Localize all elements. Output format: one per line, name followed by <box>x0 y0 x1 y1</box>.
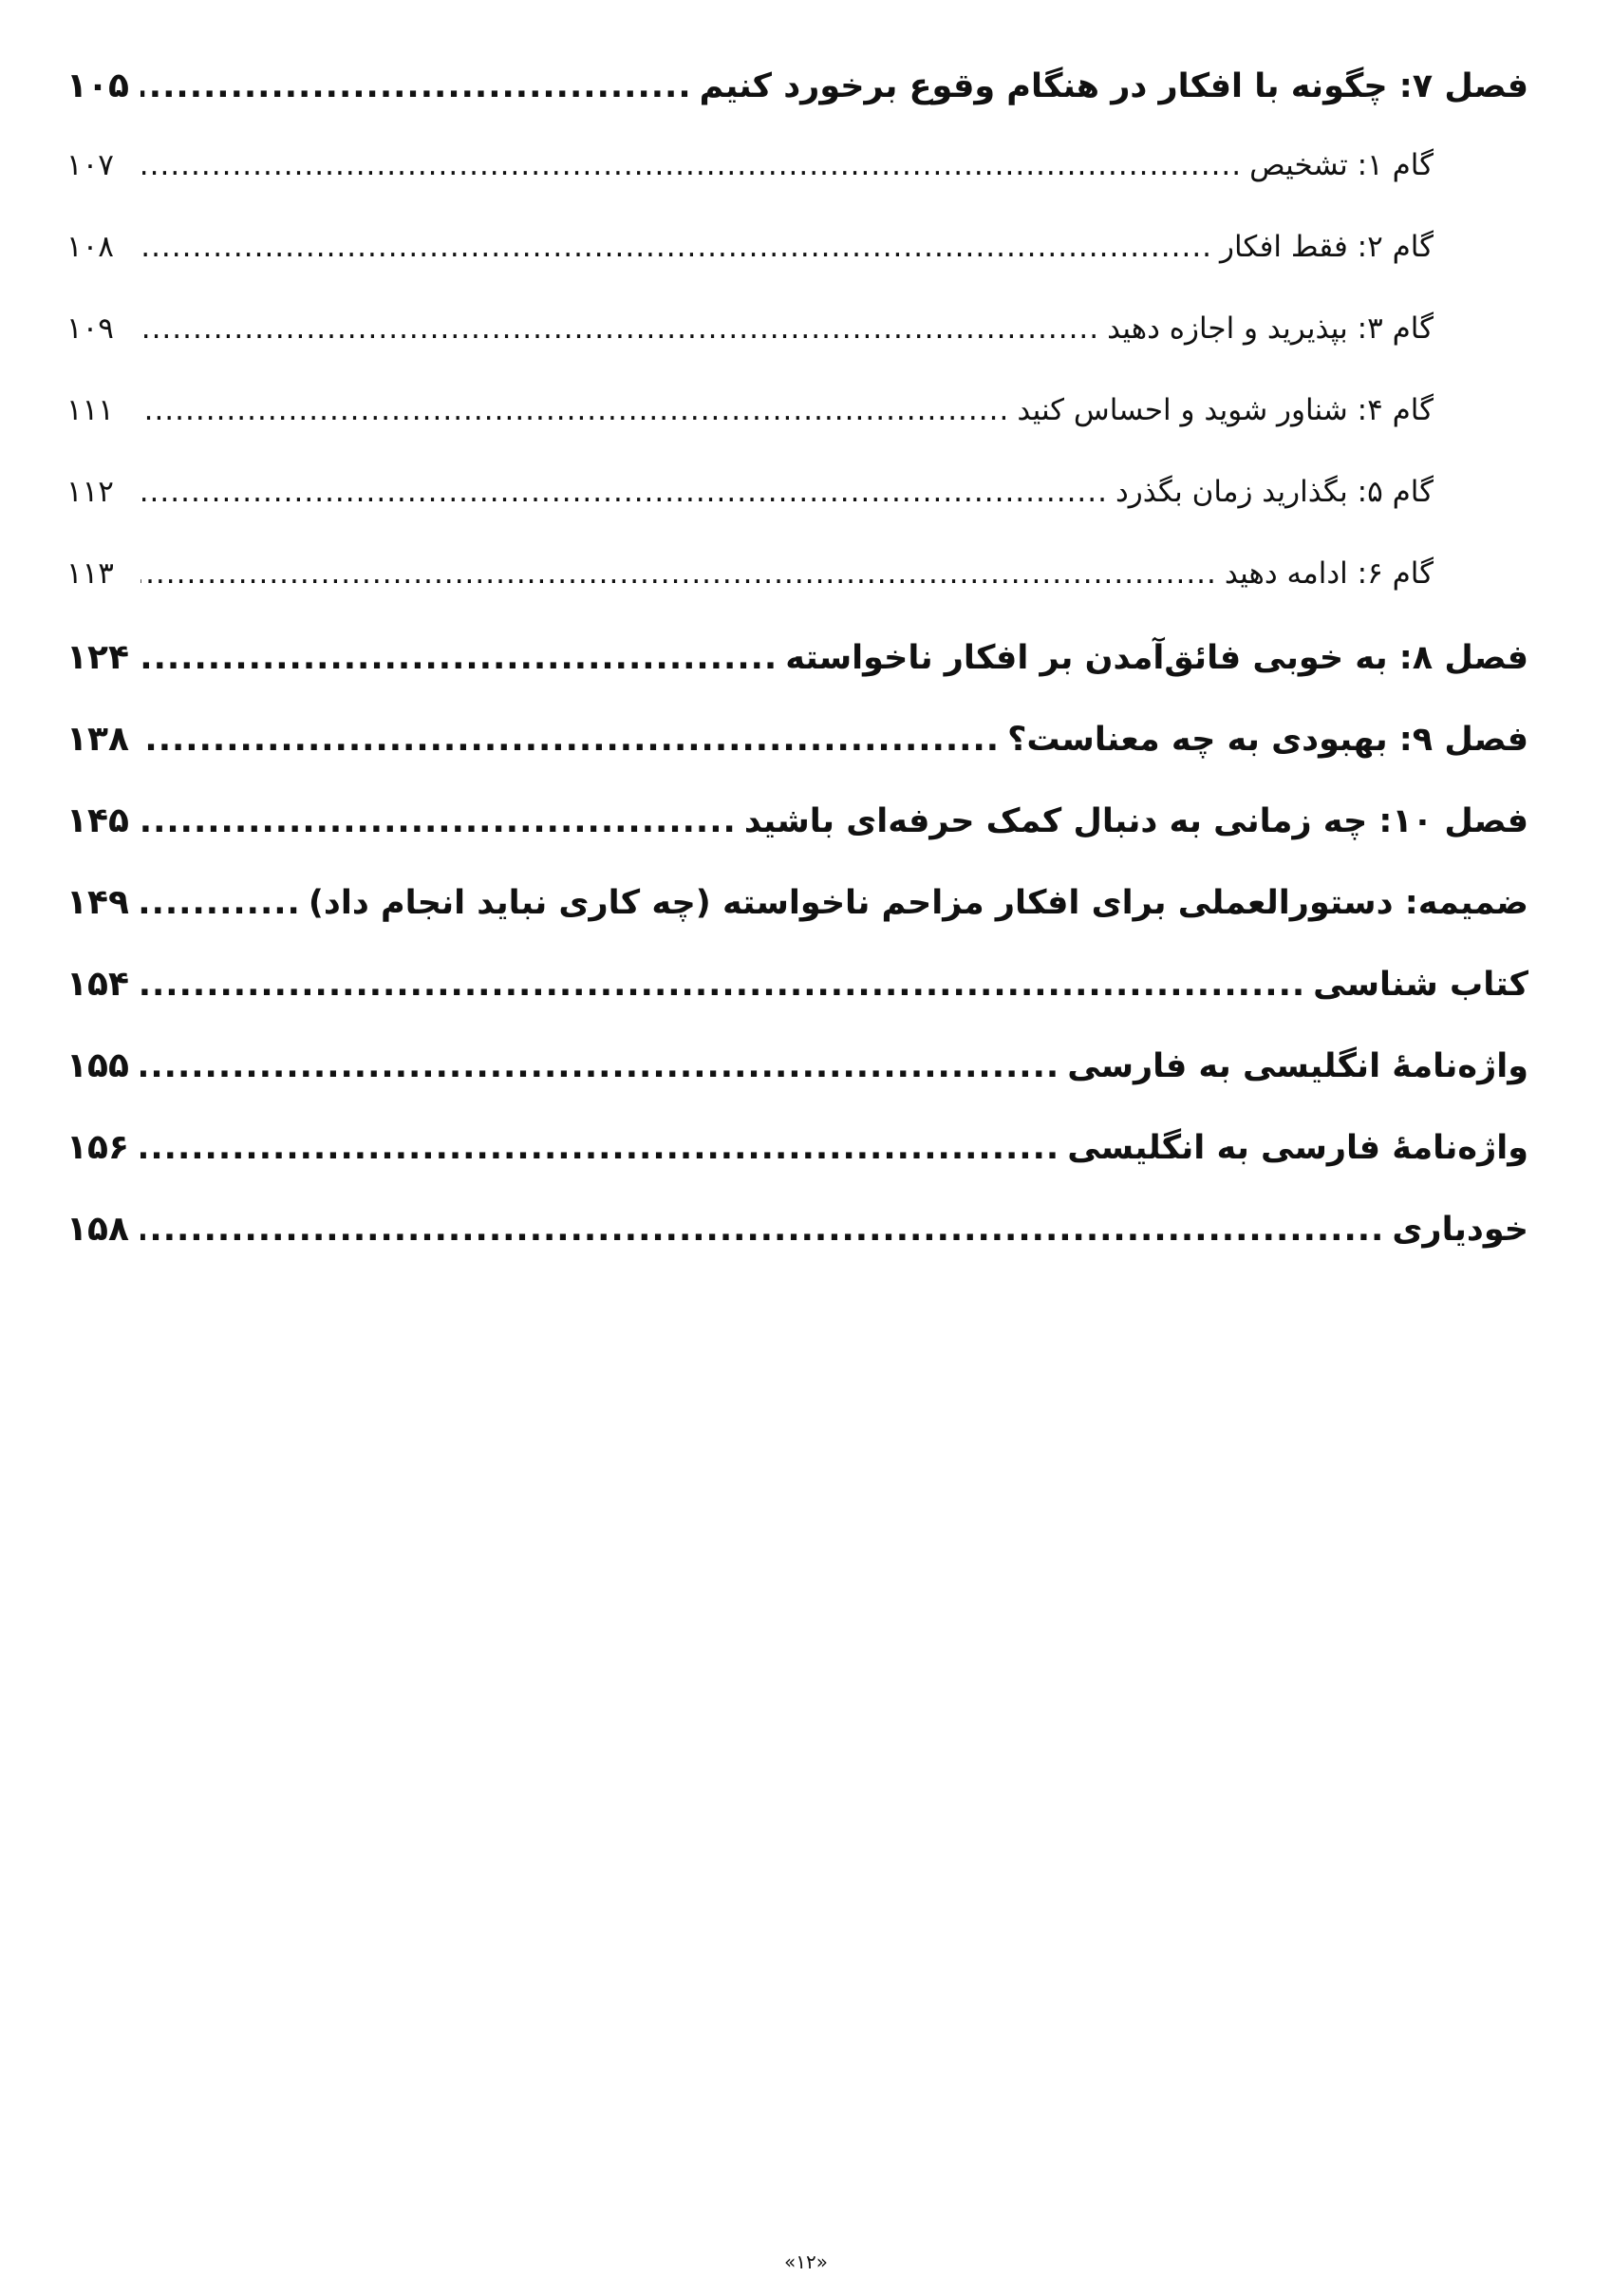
toc-entry-step-3 <box>66 311 1528 393</box>
toc-entry-page: ۱۰۸ <box>66 230 114 264</box>
page-number: «۱۲» <box>784 2250 828 2273</box>
dot-leader <box>141 966 1305 1004</box>
toc-entry-page: ۱۲۴ <box>66 638 129 677</box>
toc-entry-title: گام ۴: شناور شوید و احساس کنید <box>1017 393 1434 427</box>
toc-entry-title: گام ۲: فقط افکار <box>1220 230 1434 264</box>
toc-entry-title: فصل ۹: بهبودی به چه معناست؟ <box>1007 721 1528 759</box>
toc-entry-title: گام ۶: ادامه دهید <box>1224 556 1434 591</box>
dot-leader <box>141 556 1217 591</box>
dot-leader <box>141 721 1000 759</box>
table-of-contents <box>66 66 1528 1291</box>
toc-entry-title: ضمیمه: دستورالعملی برای افکار مزاحم ناخواسته (چه کاری نباید انجام داد) <box>308 884 1528 922</box>
dot-leader <box>141 802 737 840</box>
toc-entry-page: ۱۱۲ <box>66 475 114 509</box>
toc-entry-title: فصل ۱۰: چه زمانی به دنبال کمک حرفه‌ای باشید <box>743 802 1528 840</box>
toc-entry-page: ۱۰۷ <box>66 148 114 182</box>
toc-entry-step-6 <box>66 556 1528 638</box>
dot-leader <box>141 393 1009 427</box>
toc-entry-page: ۱۰۹ <box>66 311 114 346</box>
dot-leader <box>141 230 1212 264</box>
toc-entry-chapter-7 <box>66 66 1528 148</box>
toc-entry-title: واژه‌نامهٔ انگلیسی به فارسی <box>1067 1047 1528 1085</box>
toc-entry-title: کتاب شناسی <box>1313 966 1528 1004</box>
toc-entry-appendix <box>66 883 1528 965</box>
dot-leader <box>141 1129 1059 1167</box>
dot-leader <box>141 67 692 105</box>
toc-entry-title: گام ۱: تشخیص <box>1249 148 1434 182</box>
toc-entry-page: ۱۱۳ <box>66 556 114 591</box>
dot-leader <box>141 475 1108 509</box>
toc-entry-page: ۱۴۵ <box>66 801 129 840</box>
toc-entry-page: ۱۵۸ <box>66 1210 129 1249</box>
dot-leader <box>141 1047 1059 1085</box>
toc-entry-chapter-9 <box>66 720 1528 801</box>
toc-entry-page: ۱۰۵ <box>66 66 129 105</box>
toc-entry-title: فصل ۸: به خوبی فائق‌آمدن بر افکار ناخواسته <box>785 639 1528 677</box>
dot-leader <box>141 884 301 922</box>
toc-entry-title: گام ۳: بپذیرید و اجازه دهید <box>1107 311 1434 346</box>
toc-entry-page: ۱۴۹ <box>66 883 129 922</box>
toc-entry-page: ۱۳۸ <box>66 720 129 759</box>
dot-leader <box>141 639 778 677</box>
toc-entry-bibliography <box>66 965 1528 1046</box>
toc-entry-title: واژه‌نامهٔ فارسی به انگلیسی <box>1067 1129 1528 1167</box>
toc-entry-chapter-8 <box>66 638 1528 720</box>
toc-entry-page: ۱۱۱ <box>66 393 114 427</box>
toc-entry-title: فصل ۷: چگونه با افکار در هنگام وقوع برخورد کنیم <box>699 67 1528 105</box>
dot-leader <box>141 148 1242 182</box>
toc-entry-chapter-10 <box>66 801 1528 883</box>
toc-entry-step-2 <box>66 230 1528 311</box>
toc-entry-step-1 <box>66 148 1528 230</box>
toc-entry-step-5 <box>66 475 1528 556</box>
toc-entry-page: ۱۵۶ <box>66 1128 129 1167</box>
toc-entry-title: گام ۵: بگذارید زمان بگذرد <box>1115 475 1434 509</box>
toc-entry-self-help <box>66 1210 1528 1291</box>
toc-entry-title: خودیاری <box>1392 1211 1528 1249</box>
toc-entry-step-4 <box>66 393 1528 475</box>
toc-entry-glossary-fa-en <box>66 1128 1528 1210</box>
dot-leader <box>141 311 1099 346</box>
toc-entry-page: ۱۵۵ <box>66 1046 129 1085</box>
toc-entry-glossary-en-fa <box>66 1046 1528 1128</box>
dot-leader <box>141 1211 1384 1249</box>
toc-entry-page: ۱۵۴ <box>66 965 129 1004</box>
